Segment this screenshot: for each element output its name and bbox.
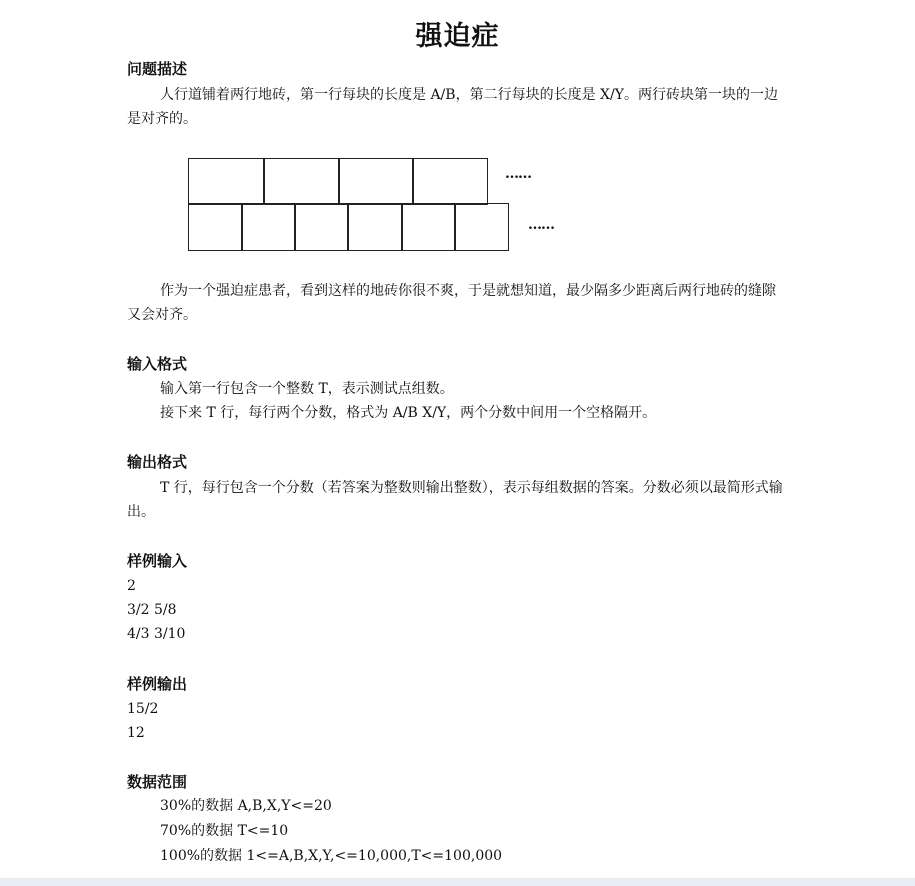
problem-heading: 问题描述 — [127, 60, 188, 78]
page-title: 强迫症 — [415, 21, 500, 52]
input-line-1: 输入第一行包含一个整数 T，表示测试点组数。 — [160, 381, 454, 397]
tile-row1 — [338, 158, 414, 205]
problem-paragraph-2: 作为一个强迫症患者，看到这样的地砖你很不爽，于是就想知道，最少隔多少距离后两行地砖的缝隙又会对齐。 — [127, 283, 776, 323]
bottom-bar — [0, 878, 915, 886]
range-heading: 数据范围 — [127, 773, 188, 791]
input-line-2: 接下来 T 行，每行两个分数，格式为 A/B X/Y，两个分数中间用一个空格隔开。 — [160, 405, 657, 421]
output-paragraph: T 行，每行包含一个分数（若答案为整数则输出整数），表示每组数据的答案。分数必须以最简形式输出。 — [127, 480, 783, 520]
sample-input-line: 4/3 3/10 — [127, 626, 186, 642]
tile-row2 — [188, 203, 243, 251]
tile-row1 — [263, 158, 340, 205]
output-heading: 输出格式 — [127, 453, 188, 471]
row1-ellipsis: …… — [505, 166, 531, 182]
sample-output-line: 12 — [127, 725, 145, 741]
problem-paragraph-1: 人行道铺着两行地砖，第一行每块的长度是 A/B，第二行每块的长度是 X/Y。两行砖块第一块的一边是对齐的。 — [127, 87, 778, 127]
sample-output-line: 15/2 — [127, 701, 159, 717]
tile-row2 — [241, 203, 296, 251]
range-line: 30%的数据 A,B,X,Y<=20 — [160, 798, 332, 814]
sample-input-line: 3/2 5/8 — [127, 602, 177, 618]
tile-row2 — [294, 203, 349, 251]
sample-input-heading: 样例输入 — [127, 552, 188, 570]
tile-row2 — [347, 203, 403, 251]
tile-row2 — [454, 203, 509, 251]
sample-input-line: 2 — [127, 578, 136, 594]
row2-ellipsis: …… — [528, 217, 554, 233]
input-heading: 输入格式 — [127, 355, 188, 373]
sample-output-heading: 样例输出 — [127, 675, 188, 693]
range-line: 100%的数据 1<=A,B,X,Y,<=10,000,T<=100,000 — [160, 848, 503, 864]
tile-row2 — [401, 203, 456, 251]
tile-row1 — [412, 158, 488, 205]
tile-row1 — [188, 158, 265, 205]
range-line: 70%的数据 T<=10 — [160, 823, 289, 839]
